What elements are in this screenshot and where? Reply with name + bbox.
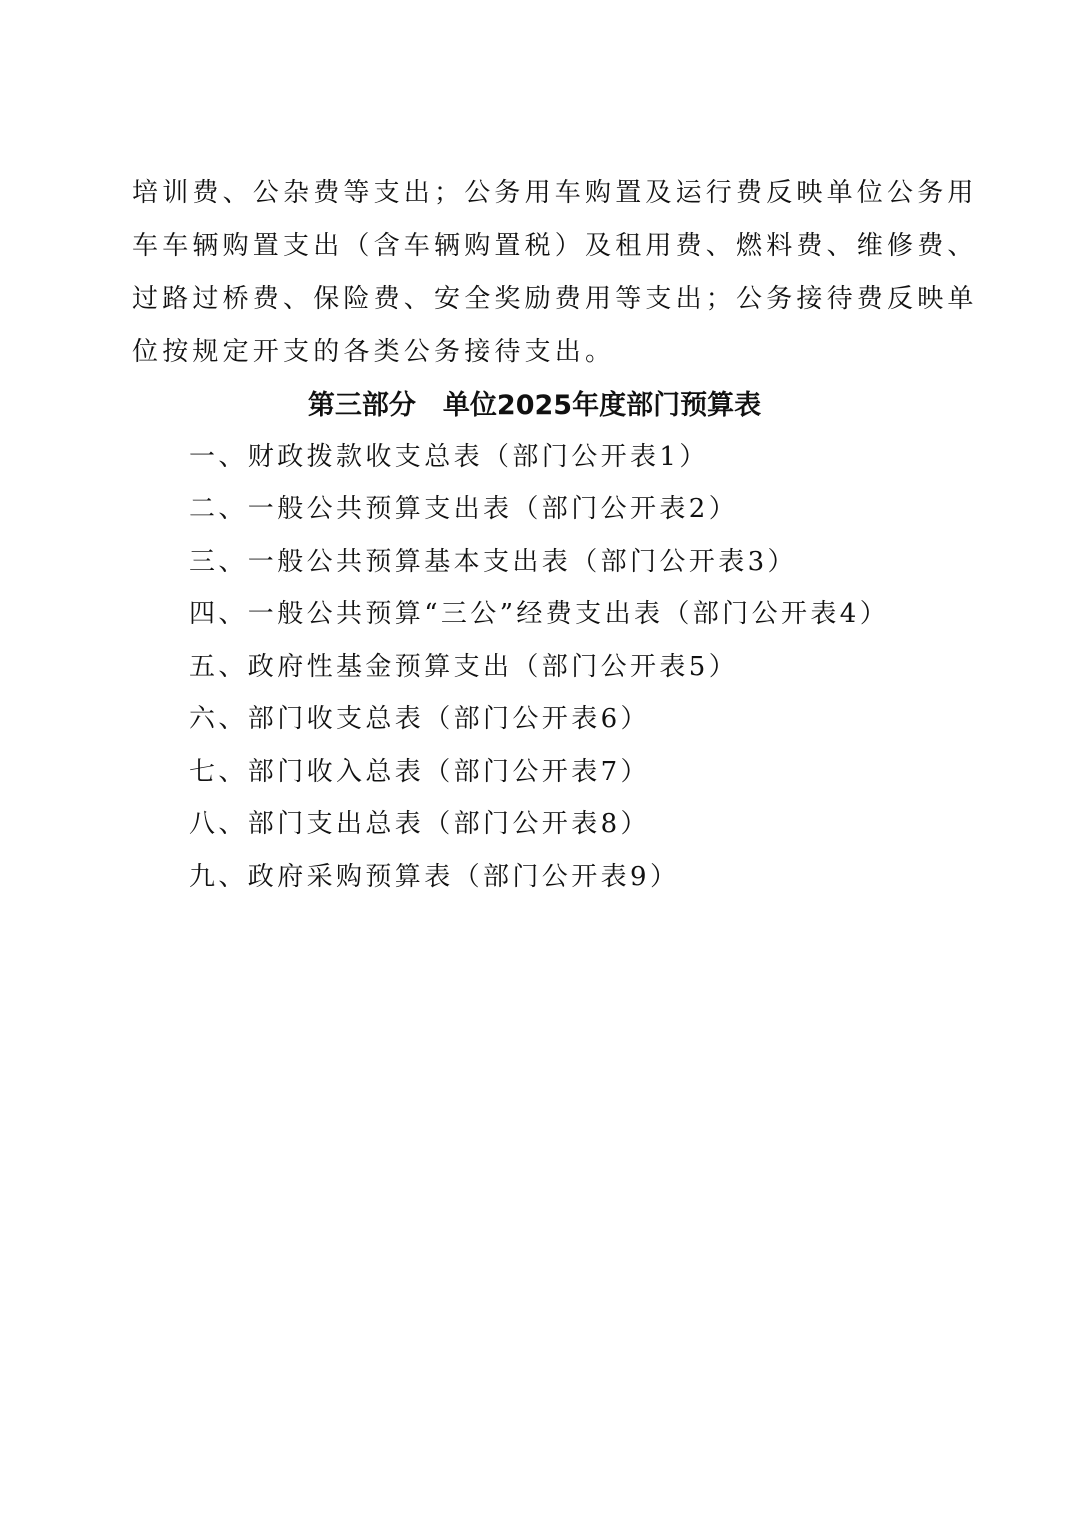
list-item: 八、部门支出总表（部门公开表8） bbox=[189, 809, 650, 839]
list-item: 四、一般公共预算“三公”经费支出表（部门公开表4） bbox=[189, 599, 890, 629]
section-heading: 第三部分 单位2025年度部门预算表 bbox=[307, 390, 762, 421]
list-item: 一、财政拨款收支总表（部门公开表1） bbox=[189, 442, 709, 472]
list-item: 三、一般公共预算基本支出表（部门公开表3） bbox=[189, 547, 797, 577]
paragraph-line: 位按规定开支的各类公务接待支出。 bbox=[132, 337, 616, 367]
list-item: 六、部门收支总表（部门公开表6） bbox=[189, 704, 650, 734]
list-item: 二、一般公共预算支出表（部门公开表2） bbox=[189, 494, 739, 524]
paragraph-line: 过路过桥费、保险费、安全奖励费用等支出；公务接待费反映单 bbox=[132, 284, 978, 314]
paragraph-line: 车车辆购置支出（含车辆购置税）及租用费、燃料费、维修费、 bbox=[132, 231, 978, 261]
list-item: 九、政府采购预算表（部门公开表9） bbox=[189, 862, 680, 892]
list-item: 五、政府性基金预算支出（部门公开表5） bbox=[189, 652, 739, 682]
paragraph-line: 培训费、公杂费等支出；公务用车购置及运行费反映单位公务用 bbox=[132, 178, 978, 208]
list-item: 七、部门收入总表（部门公开表7） bbox=[189, 757, 650, 787]
